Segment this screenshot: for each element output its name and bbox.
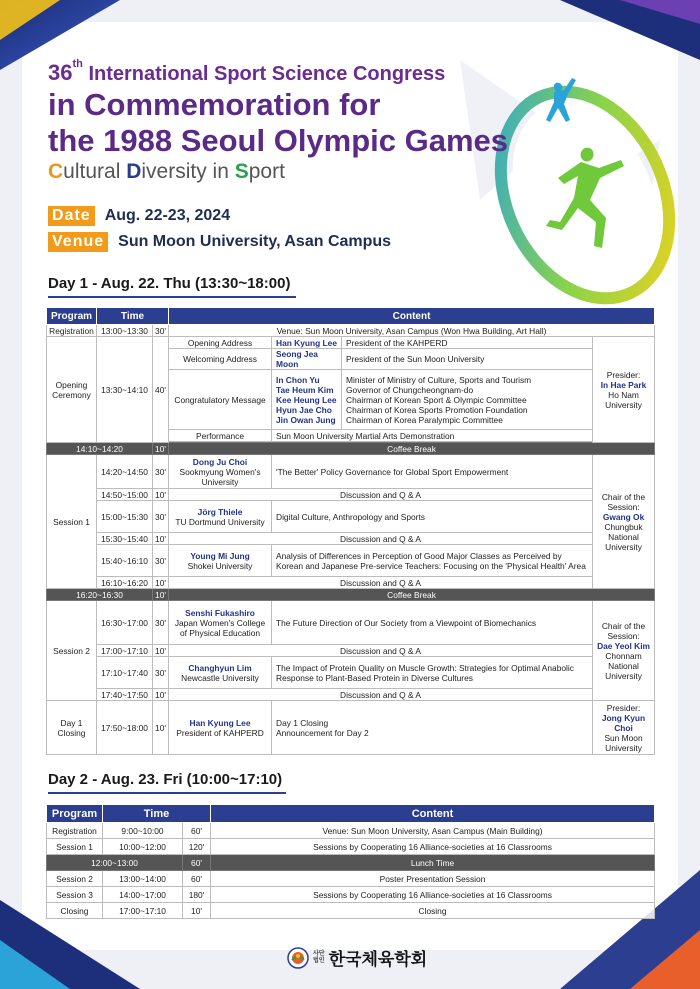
table-row: Welcoming Address Seong Jea Moon President of the Sun Moon University — [47, 349, 655, 370]
day2-heading: Day 2 - Aug. 23. Fri (10:00~17:10) — [48, 771, 286, 794]
congress-title-line2: in Commemoration for — [48, 87, 381, 122]
day1-heading: Day 1 - Aug. 22. Thu (13:30~18:00) — [48, 275, 296, 298]
table-row: 15:00~15:30 30' Jörg Thiele TU Dortmund University Digital Culture, Anthropology and Sports — [47, 501, 655, 533]
coffee-break-row: 14:10~14:20 10' Coffee Break — [47, 443, 655, 455]
congress-title-line1: 36th International Sport Science Congress — [48, 58, 446, 85]
table-row: Session 2 13:00~14:00 60' Poster Presentation Session — [47, 871, 655, 887]
closing-presider-cell: Presider: Jong Kyun Choi Sun Moon University — [593, 701, 655, 755]
date-tag: Date — [48, 206, 95, 226]
table-row: Registration 13:00~13:30 30' Venue: Sun Moon University, Asan Campus (Won Hwa Building, Art Hall) — [47, 325, 655, 337]
venue-value: Sun Moon University, Asan Campus — [118, 233, 392, 250]
table-row: 14:50~15:00 10' Discussion and Q & A — [47, 489, 655, 501]
table-header-row — [47, 308, 655, 325]
coffee-break-row: 16:20~16:30 10' Coffee Break — [47, 589, 655, 601]
table-row: Registration 9:00~10:00 60' Venue: Sun Moon University, Asan Campus (Main Building) — [47, 823, 655, 839]
header-content: Content — [169, 308, 655, 325]
table-row: Session 1 14:20~14:50 30' Dong Ju Choi Sookmyung Women's University 'The Better' Policy Governance for Global Sport Empowerment Chair of the Session: Gwang Ok Chungbuk National University — [47, 455, 655, 489]
congrat-names: In Chon Yu Tae Heum Kim Kee Heung Lee Hyun Jae Cho Jin Owan Jung — [272, 370, 342, 430]
opening-presider-cell: Presider: In Hae Park Ho Nam University — [593, 337, 655, 443]
header-time: Time — [97, 308, 169, 325]
table-row: 16:10~16:20 10' Discussion and Q & A — [47, 577, 655, 589]
table-row: Performance Sun Moon University Martial Arts Demonstration — [47, 430, 655, 442]
table-row: Session 3 14:00~17:00 180' Sessions by Cooperating 16 Alliance-societies at 16 Classrooms — [47, 887, 655, 903]
kahperd-emblem-icon — [287, 947, 309, 969]
lunch-row: 12:00~13:00 60' Lunch Time — [47, 855, 655, 871]
org-prefix: 사단 법인 — [313, 950, 325, 964]
table-row: Opening Ceremony 13:30~14:10 40' Opening Address Han Kyung Lee President of the KAHPERD Presider: In Hae Park Ho Nam University — [47, 337, 655, 349]
table-row: Session 1 10:00~12:00 120' Sessions by Cooperating 16 Alliance-societies at 16 Classrooms — [47, 839, 655, 855]
table-row: 15:40~16:10 30' Young Mi Jung Shokei University Analysis of Differences in Perception of Good Major Classes as Perceived by Korean and Japanese Pre-service Teachers: Focusing on the 'Physical Health' Area — [47, 545, 655, 577]
session2-chair-cell: Chair of the Session: Dae Yeol Kim Chonnam National University — [593, 601, 655, 701]
org-name: 한국체육학회 — [328, 950, 428, 969]
congrat-roles: Minister of Ministry of Culture, Sports and Tourism Governor of Chungcheongnam-do Chairman of Korean Sport & Olympic Committee Chairman of Korea Sports Promotion Foundation Chairman of Korea Paralympic Committee — [342, 370, 593, 430]
venue-tag: Venue — [48, 232, 108, 252]
header-program: Program — [47, 308, 97, 325]
congress-theme: Cultural Diversity in Sport — [48, 160, 285, 183]
table-row: 17:10~17:40 30' Changhyun Lim Newcastle University The Impact of Protein Quality on Muscle Growth: Strategies for Optimal Anabolic Response to Plant-Based Protein in Diverse Cultures — [47, 657, 655, 689]
organizer-logo — [287, 945, 427, 970]
date-line — [48, 205, 230, 227]
table-header-row: Program Time Content — [47, 805, 655, 823]
session1-chair-cell: Chair of the Session: Gwang Ok Chungbuk National University — [593, 455, 655, 589]
day1-schedule-table — [46, 307, 655, 755]
table-row: 17:00~17:10 10' Discussion and Q & A — [47, 645, 655, 657]
table-row: Session 2 16:30~17:00 30' Senshi Fukashiro Japan Women's College of Physical Education The Future Direction of Our Society from a Viewpoint of Biomechanics Chair of the Session: Dae Yeol Kim Chonnam National University — [47, 601, 655, 645]
table-row: Day 1 Closing 17:50~18:00 10' Han Kyung Lee President of KAHPERD Day 1 Closing Announcement for Day 2 Presider: Jong Kyun Choi Sun Moon University — [47, 701, 655, 755]
congress-title-line3: the 1988 Seoul Olympic Games — [48, 123, 509, 158]
table-row: 17:40~17:50 10' Discussion and Q & A — [47, 689, 655, 701]
day2-schedule-table — [46, 804, 655, 919]
date-value: Aug. 22-23, 2024 — [104, 207, 231, 224]
venue-line — [48, 231, 391, 253]
table-row: 15:30~15:40 10' Discussion and Q & A — [47, 533, 655, 545]
table-row: Closing 17:00~17:10 10' Closing — [47, 903, 655, 919]
table-row: Congratulatory Message In Chon Yu Tae Heum Kim Kee Heung Lee Hyun Jae Cho Jin Owan Jung Minister of Ministry of Culture, Sports and Tourism Governor of Chungcheongnam-do Chairman of Korean Sport & Olympic Committee Chairman of Korea Sports Promotion Foundation Chairman of Korea Paralympic Committee — [47, 370, 655, 430]
